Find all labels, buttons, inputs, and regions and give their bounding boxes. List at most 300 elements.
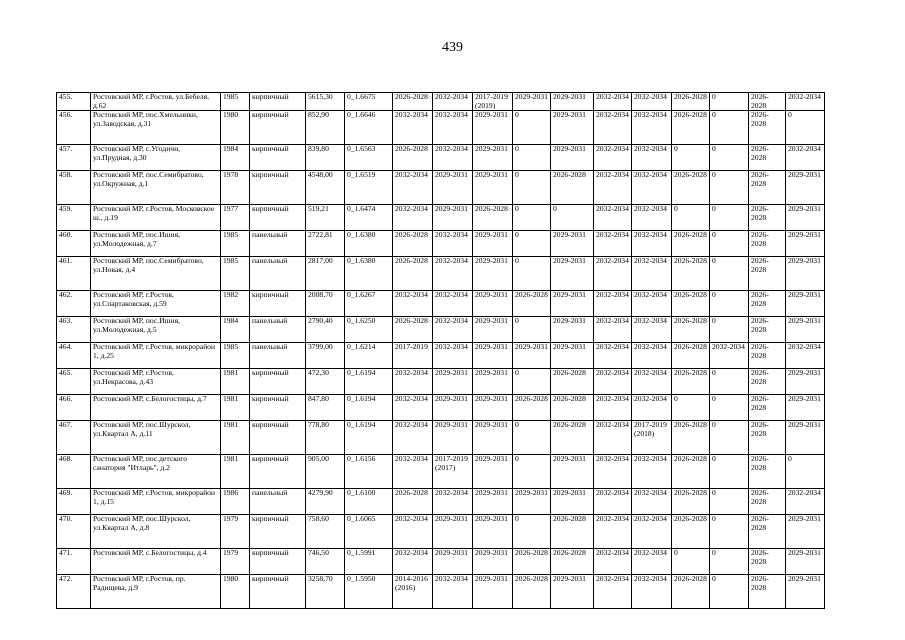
cell-work-period-8: 2026-2028 xyxy=(672,93,710,111)
cell-year-built: 1982 xyxy=(221,291,250,317)
cell-year-built: 1984 xyxy=(221,317,250,343)
cell-year-built: 1984 xyxy=(221,145,250,171)
cell-work-period-6: 2032-2034 xyxy=(594,515,632,549)
cell-row-number: 455. xyxy=(57,93,91,111)
cell-work-period-8: 2026-2028 xyxy=(672,455,710,489)
cell-work-period-1: 2026-2028 xyxy=(393,93,433,111)
cell-work-period-11: 2029-2031 xyxy=(786,317,825,343)
cell-address: Ростовский МР, пос.Семибратово, ул.Новая, д.4 xyxy=(91,257,221,291)
cell-work-period-8: 0 xyxy=(672,395,710,421)
table-row xyxy=(57,171,825,205)
cell-work-period-3: 2026-2028 xyxy=(473,205,513,231)
cell-work-period-7: 2032-2034 xyxy=(632,145,672,171)
cell-work-period-8: 2026-2028 xyxy=(672,291,710,317)
table-row xyxy=(57,231,825,257)
cell-work-period-5: 2029-2031 xyxy=(551,145,594,171)
cell-work-period-9: 2032-2034 xyxy=(710,343,749,369)
cell-work-period-2: 2029-2031 xyxy=(433,515,473,549)
cell-work-period-6: 2032-2034 xyxy=(594,549,632,575)
cell-building-code: 0_1.6250 xyxy=(345,317,393,343)
cell-work-period-11: 0 xyxy=(786,455,825,489)
cell-building-code: 0_1.6194 xyxy=(345,421,393,455)
cell-address: Ростовский МР, г.Ростов, ул.Спартаковская, д.59 xyxy=(91,291,221,317)
cell-work-period-3: 2029-2031 xyxy=(473,549,513,575)
cell-work-period-6: 2032-2034 xyxy=(594,257,632,291)
cell-work-period-1: 2032-2034 xyxy=(393,395,433,421)
cell-address: Ростовский МР, пос.Ишня, ул.Молодежная, д.5 xyxy=(91,317,221,343)
cell-work-period-1: 2032-2034 xyxy=(393,515,433,549)
cell-work-period-3: 2029-2031 xyxy=(473,455,513,489)
cell-work-period-9: 0 xyxy=(710,455,749,489)
cell-work-period-6: 2032-2034 xyxy=(594,205,632,231)
cell-work-period-9: 0 xyxy=(710,231,749,257)
table-row xyxy=(57,489,825,515)
cell-area: 3258,70 xyxy=(306,575,345,609)
cell-work-period-7: 2032-2034 xyxy=(632,549,672,575)
cell-wall-material: кирпичный xyxy=(250,205,306,231)
cell-work-period-11: 2029-2031 xyxy=(786,549,825,575)
table-row xyxy=(57,205,825,231)
cell-work-period-9: 0 xyxy=(710,549,749,575)
cell-wall-material: кирпичный xyxy=(250,111,306,145)
cell-work-period-2: 2029-2031 xyxy=(433,395,473,421)
cell-work-period-3: 2029-2031 xyxy=(473,291,513,317)
cell-work-period-3: 2029-2031 xyxy=(473,171,513,205)
cell-work-period-1: 2032-2034 xyxy=(393,111,433,145)
cell-work-period-11: 2029-2031 xyxy=(786,171,825,205)
cell-work-period-5: 2029-2031 xyxy=(551,343,594,369)
cell-wall-material: кирпичный xyxy=(250,549,306,575)
cell-work-period-9: 0 xyxy=(710,575,749,609)
cell-wall-material: панельный xyxy=(250,343,306,369)
cell-wall-material: панельный xyxy=(250,489,306,515)
cell-work-period-2: 2032-2034 xyxy=(433,343,473,369)
cell-address: Ростовский МР, с.Белогостицы, д.4 xyxy=(91,549,221,575)
cell-building-code: 0_1.6519 xyxy=(345,171,393,205)
cell-work-period-11: 2029-2031 xyxy=(786,515,825,549)
cell-work-period-11: 2032-2034 xyxy=(786,343,825,369)
cell-work-period-7: 2032-2034 xyxy=(632,455,672,489)
cell-building-code: 0_1.6100 xyxy=(345,489,393,515)
cell-work-period-7: 2032-2034 xyxy=(632,489,672,515)
cell-work-period-7: 2032-2034 xyxy=(632,395,672,421)
cell-work-period-1: 2032-2034 xyxy=(393,421,433,455)
cell-work-period-6: 2032-2034 xyxy=(594,575,632,609)
cell-work-period-11: 2029-2031 xyxy=(786,257,825,291)
cell-wall-material: кирпичный xyxy=(250,171,306,205)
cell-area: 2817,00 xyxy=(306,257,345,291)
cell-work-period-4: 2026-2028 xyxy=(513,395,551,421)
cell-work-period-1: 2026-2028 xyxy=(393,317,433,343)
cell-work-period-8: 2026-2028 xyxy=(672,515,710,549)
cell-work-period-3: 2029-2031 xyxy=(473,515,513,549)
cell-work-period-7: 2032-2034 xyxy=(632,93,672,111)
cell-work-period-11: 2029-2031 xyxy=(786,369,825,395)
cell-work-period-9: 0 xyxy=(710,369,749,395)
cell-work-period-2: 2032-2034 xyxy=(433,93,473,111)
cell-area: 758,60 xyxy=(306,515,345,549)
cell-work-period-9: 0 xyxy=(710,317,749,343)
cell-work-period-3: 2029-2031 xyxy=(473,111,513,145)
cell-work-period-6: 2032-2034 xyxy=(594,145,632,171)
cell-work-period-7: 2032-2034 xyxy=(632,343,672,369)
cell-work-period-4: 0 xyxy=(513,171,551,205)
cell-wall-material: кирпичный xyxy=(250,515,306,549)
cell-address: Ростовский МР, пос.Шурскол, ул.Квартал А, д.11 xyxy=(91,421,221,455)
cell-work-period-1: 2032-2034 xyxy=(393,549,433,575)
cell-work-period-1: 2032-2034 xyxy=(393,369,433,395)
cell-row-number: 470. xyxy=(57,515,91,549)
cell-work-period-4: 0 xyxy=(513,257,551,291)
cell-work-period-8: 2026-2028 xyxy=(672,575,710,609)
cell-work-period-9: 0 xyxy=(710,515,749,549)
cell-work-period-2: 2029-2031 xyxy=(433,369,473,395)
cell-row-number: 467. xyxy=(57,421,91,455)
cell-work-period-8: 2026-2028 xyxy=(672,343,710,369)
cell-work-period-8: 0 xyxy=(672,205,710,231)
cell-work-period-4: 0 xyxy=(513,231,551,257)
cell-work-period-7: 2032-2034 xyxy=(632,317,672,343)
cell-work-period-10: 2026-2028 xyxy=(749,515,786,549)
cell-work-period-1: 2026-2028 xyxy=(393,231,433,257)
cell-work-period-3: 2029-2031 xyxy=(473,575,513,609)
cell-work-period-1: 2014-2016 (2016) xyxy=(393,575,433,609)
cell-work-period-9: 0 xyxy=(710,489,749,515)
table-row xyxy=(57,515,825,549)
cell-address: Ростовский МР, пос.Семибратово, ул.Окружная, д.1 xyxy=(91,171,221,205)
cell-building-code: 0_1.6675 xyxy=(345,93,393,111)
cell-work-period-2: 2029-2031 xyxy=(433,421,473,455)
cell-work-period-5: 2026-2028 xyxy=(551,515,594,549)
cell-area: 3799,00 xyxy=(306,343,345,369)
cell-row-number: 463. xyxy=(57,317,91,343)
cell-work-period-4: 0 xyxy=(513,369,551,395)
cell-work-period-3: 2029-2031 xyxy=(473,231,513,257)
cell-work-period-4: 2026-2028 xyxy=(513,575,551,609)
cell-building-code: 0_1.6380 xyxy=(345,231,393,257)
cell-work-period-8: 0 xyxy=(672,549,710,575)
cell-row-number: 462. xyxy=(57,291,91,317)
cell-work-period-4: 0 xyxy=(513,145,551,171)
cell-year-built: 1978 xyxy=(221,171,250,205)
cell-wall-material: кирпичный xyxy=(250,455,306,489)
cell-wall-material: кирпичный xyxy=(250,93,306,111)
cell-work-period-8: 2026-2028 xyxy=(672,171,710,205)
cell-work-period-11: 2032-2034 xyxy=(786,93,825,111)
cell-work-period-10: 2026-2028 xyxy=(749,93,786,111)
cell-row-number: 464. xyxy=(57,343,91,369)
cell-address: Ростовский МР, пос.Ишня, ул.Молодежная, д.7 xyxy=(91,231,221,257)
cell-work-period-2: 2032-2034 xyxy=(433,111,473,145)
cell-work-period-5: 2029-2031 xyxy=(551,489,594,515)
cell-work-period-5: 2029-2031 xyxy=(551,111,594,145)
cell-work-period-10: 2026-2028 xyxy=(749,231,786,257)
cell-work-period-5: 2029-2031 xyxy=(551,575,594,609)
cell-work-period-8: 2026-2028 xyxy=(672,369,710,395)
cell-work-period-10: 2026-2028 xyxy=(749,455,786,489)
cell-work-period-2: 2032-2034 xyxy=(433,231,473,257)
cell-work-period-10: 2026-2028 xyxy=(749,257,786,291)
cell-area: 2790,40 xyxy=(306,317,345,343)
cell-building-code: 0_1.6474 xyxy=(345,205,393,231)
cell-wall-material: кирпичный xyxy=(250,291,306,317)
cell-work-period-3: 2029-2031 xyxy=(473,317,513,343)
cell-address: Ростовский МР, г.Ростов, микрорайон 1, д.25 xyxy=(91,343,221,369)
cell-work-period-11: 2032-2034 xyxy=(786,145,825,171)
cell-work-period-7: 2017-2019 (2018) xyxy=(632,421,672,455)
cell-work-period-11: 2029-2031 xyxy=(786,395,825,421)
cell-work-period-9: 0 xyxy=(710,421,749,455)
cell-work-period-6: 2032-2034 xyxy=(594,343,632,369)
cell-year-built: 1985 xyxy=(221,343,250,369)
cell-address: Ростовский МР, г.Ростов, ул.Бебеля, д.62 xyxy=(91,93,221,111)
cell-wall-material: панельный xyxy=(250,231,306,257)
cell-work-period-5: 2029-2031 xyxy=(551,93,594,111)
cell-area: 778,80 xyxy=(306,421,345,455)
cell-work-period-10: 2026-2028 xyxy=(749,145,786,171)
cell-work-period-5: 2026-2028 xyxy=(551,171,594,205)
cell-address: Ростовский МР, г.Ростов, пр. Радищева, д.9 xyxy=(91,575,221,609)
cell-work-period-7: 2032-2034 xyxy=(632,171,672,205)
cell-work-period-8: 2026-2028 xyxy=(672,489,710,515)
cell-work-period-9: 0 xyxy=(710,205,749,231)
cell-work-period-5: 2029-2031 xyxy=(551,455,594,489)
cell-work-period-5: 2029-2031 xyxy=(551,317,594,343)
cell-work-period-4: 0 xyxy=(513,455,551,489)
table-row xyxy=(57,317,825,343)
cell-work-period-6: 2032-2034 xyxy=(594,489,632,515)
page-number: 439 xyxy=(442,40,463,55)
table-row xyxy=(57,111,825,145)
cell-work-period-6: 2032-2034 xyxy=(594,231,632,257)
cell-work-period-3: 2029-2031 xyxy=(473,257,513,291)
cell-year-built: 1985 xyxy=(221,231,250,257)
cell-area: 852,90 xyxy=(306,111,345,145)
cell-work-period-1: 2026-2028 xyxy=(393,257,433,291)
cell-work-period-6: 2032-2034 xyxy=(594,291,632,317)
cell-work-period-10: 2026-2028 xyxy=(749,343,786,369)
cell-work-period-6: 2032-2034 xyxy=(594,317,632,343)
cell-year-built: 1981 xyxy=(221,369,250,395)
cell-work-period-2: 2029-2031 xyxy=(433,549,473,575)
cell-work-period-2: 2029-2031 xyxy=(433,205,473,231)
cell-work-period-7: 2032-2034 xyxy=(632,575,672,609)
table-row xyxy=(57,455,825,489)
cell-work-period-10: 2026-2028 xyxy=(749,111,786,145)
cell-work-period-4: 2029-2031 xyxy=(513,93,551,111)
cell-row-number: 457. xyxy=(57,145,91,171)
cell-work-period-7: 2032-2034 xyxy=(632,231,672,257)
cell-work-period-7: 2032-2034 xyxy=(632,257,672,291)
cell-work-period-5: 2029-2031 xyxy=(551,257,594,291)
cell-area: 905,00 xyxy=(306,455,345,489)
cell-work-period-11: 0 xyxy=(786,111,825,145)
cell-work-period-2: 2029-2031 xyxy=(433,171,473,205)
cell-work-period-5: 0 xyxy=(551,205,594,231)
cell-building-code: 0_1.6380 xyxy=(345,257,393,291)
cell-row-number: 472. xyxy=(57,575,91,609)
table-row xyxy=(57,575,825,609)
cell-work-period-3: 2029-2031 xyxy=(473,145,513,171)
cell-work-period-10: 2026-2028 xyxy=(749,489,786,515)
cell-area: 472,30 xyxy=(306,369,345,395)
table-row xyxy=(57,257,825,291)
cell-row-number: 458. xyxy=(57,171,91,205)
cell-year-built: 1980 xyxy=(221,575,250,609)
cell-address: Ростовский МР, г.Ростов, ул.Некрасова, д.43 xyxy=(91,369,221,395)
cell-work-period-4: 2029-2031 xyxy=(513,489,551,515)
cell-work-period-4: 0 xyxy=(513,515,551,549)
cell-building-code: 0_1.5950 xyxy=(345,575,393,609)
cell-address: Ростовский МР, с.Белогостицы, д.7 xyxy=(91,395,221,421)
table-row xyxy=(57,395,825,421)
cell-work-period-4: 2029-2031 xyxy=(513,343,551,369)
cell-work-period-3: 2029-2031 xyxy=(473,421,513,455)
cell-work-period-7: 2032-2034 xyxy=(632,205,672,231)
table-row xyxy=(57,549,825,575)
cell-work-period-4: 2026-2028 xyxy=(513,291,551,317)
cell-work-period-8: 2026-2028 xyxy=(672,111,710,145)
cell-work-period-4: 2026-2028 xyxy=(513,549,551,575)
cell-work-period-10: 2026-2028 xyxy=(749,575,786,609)
table-row xyxy=(57,145,825,171)
cell-work-period-10: 2026-2028 xyxy=(749,421,786,455)
cell-area: 2722,81 xyxy=(306,231,345,257)
cell-work-period-3: 2029-2031 xyxy=(473,395,513,421)
cell-year-built: 1985 xyxy=(221,257,250,291)
table-body xyxy=(57,93,825,609)
cell-building-code: 0_1.6563 xyxy=(345,145,393,171)
cell-work-period-3: 2017-2019 (2019) xyxy=(473,93,513,111)
cell-year-built: 1977 xyxy=(221,205,250,231)
cell-work-period-8: 2026-2028 xyxy=(672,317,710,343)
cell-address: Ростовский МР, г.Ростов, Московское ш., д.19 xyxy=(91,205,221,231)
cell-work-period-7: 2032-2034 xyxy=(632,515,672,549)
cell-work-period-4: 0 xyxy=(513,421,551,455)
cell-work-period-2: 2032-2034 xyxy=(433,145,473,171)
cell-work-period-5: 2026-2028 xyxy=(551,549,594,575)
cell-area: 4548,00 xyxy=(306,171,345,205)
cell-work-period-3: 2029-2031 xyxy=(473,489,513,515)
cell-address: Ростовский МР, г.Ростов, микрорайон 1, д.15 xyxy=(91,489,221,515)
cell-area: 519,21 xyxy=(306,205,345,231)
cell-work-period-4: 0 xyxy=(513,205,551,231)
cell-work-period-7: 2032-2034 xyxy=(632,111,672,145)
cell-work-period-5: 2029-2031 xyxy=(551,291,594,317)
cell-work-period-9: 0 xyxy=(710,257,749,291)
cell-building-code: 0_1.6214 xyxy=(345,343,393,369)
cell-work-period-1: 2017-2019 xyxy=(393,343,433,369)
cell-work-period-11: 2029-2031 xyxy=(786,575,825,609)
cell-work-period-9: 0 xyxy=(710,111,749,145)
cell-work-period-10: 2026-2028 xyxy=(749,317,786,343)
cell-row-number: 469. xyxy=(57,489,91,515)
cell-row-number: 466. xyxy=(57,395,91,421)
cell-work-period-11: 2029-2031 xyxy=(786,205,825,231)
cell-wall-material: кирпичный xyxy=(250,421,306,455)
cell-work-period-1: 2032-2034 xyxy=(393,291,433,317)
cell-year-built: 1981 xyxy=(221,421,250,455)
cell-row-number: 471. xyxy=(57,549,91,575)
cell-work-period-2: 2032-2034 xyxy=(433,575,473,609)
cell-work-period-7: 2032-2034 xyxy=(632,369,672,395)
cell-row-number: 460. xyxy=(57,231,91,257)
table-row xyxy=(57,421,825,455)
cell-row-number: 461. xyxy=(57,257,91,291)
cell-work-period-10: 2026-2028 xyxy=(749,369,786,395)
cell-area: 4279,90 xyxy=(306,489,345,515)
cell-building-code: 0_1.5991 xyxy=(345,549,393,575)
cell-address: Ростовский МР, пос.Шурскол, ул.Квартал А, д.8 xyxy=(91,515,221,549)
cell-work-period-11: 2032-2034 xyxy=(786,489,825,515)
housing-register-table xyxy=(56,92,825,609)
cell-area: 847,80 xyxy=(306,395,345,421)
cell-area: 2008,70 xyxy=(306,291,345,317)
cell-work-period-9: 0 xyxy=(710,291,749,317)
cell-work-period-6: 2032-2034 xyxy=(594,421,632,455)
cell-wall-material: кирпичный xyxy=(250,395,306,421)
cell-work-period-5: 2026-2028 xyxy=(551,395,594,421)
table-row xyxy=(57,291,825,317)
cell-work-period-1: 2032-2034 xyxy=(393,455,433,489)
cell-work-period-8: 2026-2028 xyxy=(672,257,710,291)
cell-row-number: 468. xyxy=(57,455,91,489)
cell-row-number: 465. xyxy=(57,369,91,395)
cell-work-period-6: 2032-2034 xyxy=(594,395,632,421)
cell-work-period-9: 0 xyxy=(710,171,749,205)
cell-area: 5615,30 xyxy=(306,93,345,111)
cell-work-period-6: 2032-2034 xyxy=(594,111,632,145)
cell-building-code: 0_1.6194 xyxy=(345,395,393,421)
cell-year-built: 1979 xyxy=(221,515,250,549)
cell-work-period-2: 2032-2034 xyxy=(433,317,473,343)
cell-address: Ростовский МР, с.Угодичи, ул.Прудная, д.30 xyxy=(91,145,221,171)
cell-work-period-1: 2026-2028 xyxy=(393,145,433,171)
cell-building-code: 0_1.6646 xyxy=(345,111,393,145)
cell-work-period-2: 2032-2034 xyxy=(433,489,473,515)
cell-work-period-2: 2032-2034 xyxy=(433,291,473,317)
cell-work-period-3: 2029-2031 xyxy=(473,369,513,395)
cell-wall-material: кирпичный xyxy=(250,369,306,395)
cell-work-period-9: 0 xyxy=(710,93,749,111)
cell-work-period-10: 2026-2028 xyxy=(749,205,786,231)
cell-work-period-10: 2026-2028 xyxy=(749,395,786,421)
cell-work-period-6: 2032-2034 xyxy=(594,93,632,111)
cell-work-period-2: 2017-2019 (2017) xyxy=(433,455,473,489)
cell-work-period-1: 2026-2028 xyxy=(393,489,433,515)
cell-work-period-5: 2029-2031 xyxy=(551,231,594,257)
table-row xyxy=(57,369,825,395)
cell-work-period-6: 2032-2034 xyxy=(594,455,632,489)
cell-year-built: 1979 xyxy=(221,549,250,575)
cell-work-period-10: 2026-2028 xyxy=(749,549,786,575)
cell-year-built: 1986 xyxy=(221,489,250,515)
table-row xyxy=(57,93,825,111)
cell-work-period-3: 2029-2031 xyxy=(473,343,513,369)
cell-year-built: 1985 xyxy=(221,93,250,111)
cell-wall-material: кирпичный xyxy=(250,145,306,171)
cell-row-number: 456. xyxy=(57,111,91,145)
cell-wall-material: кирпичный xyxy=(250,575,306,609)
cell-wall-material: панельный xyxy=(250,317,306,343)
cell-address: Ростовский МР, пос.Хмельники, ул.Заводская, д.31 xyxy=(91,111,221,145)
cell-year-built: 1981 xyxy=(221,455,250,489)
cell-work-period-6: 2032-2034 xyxy=(594,369,632,395)
cell-work-period-5: 2026-2028 xyxy=(551,369,594,395)
cell-work-period-2: 2032-2034 xyxy=(433,257,473,291)
cell-work-period-10: 2026-2028 xyxy=(749,291,786,317)
cell-building-code: 0_1.6194 xyxy=(345,369,393,395)
